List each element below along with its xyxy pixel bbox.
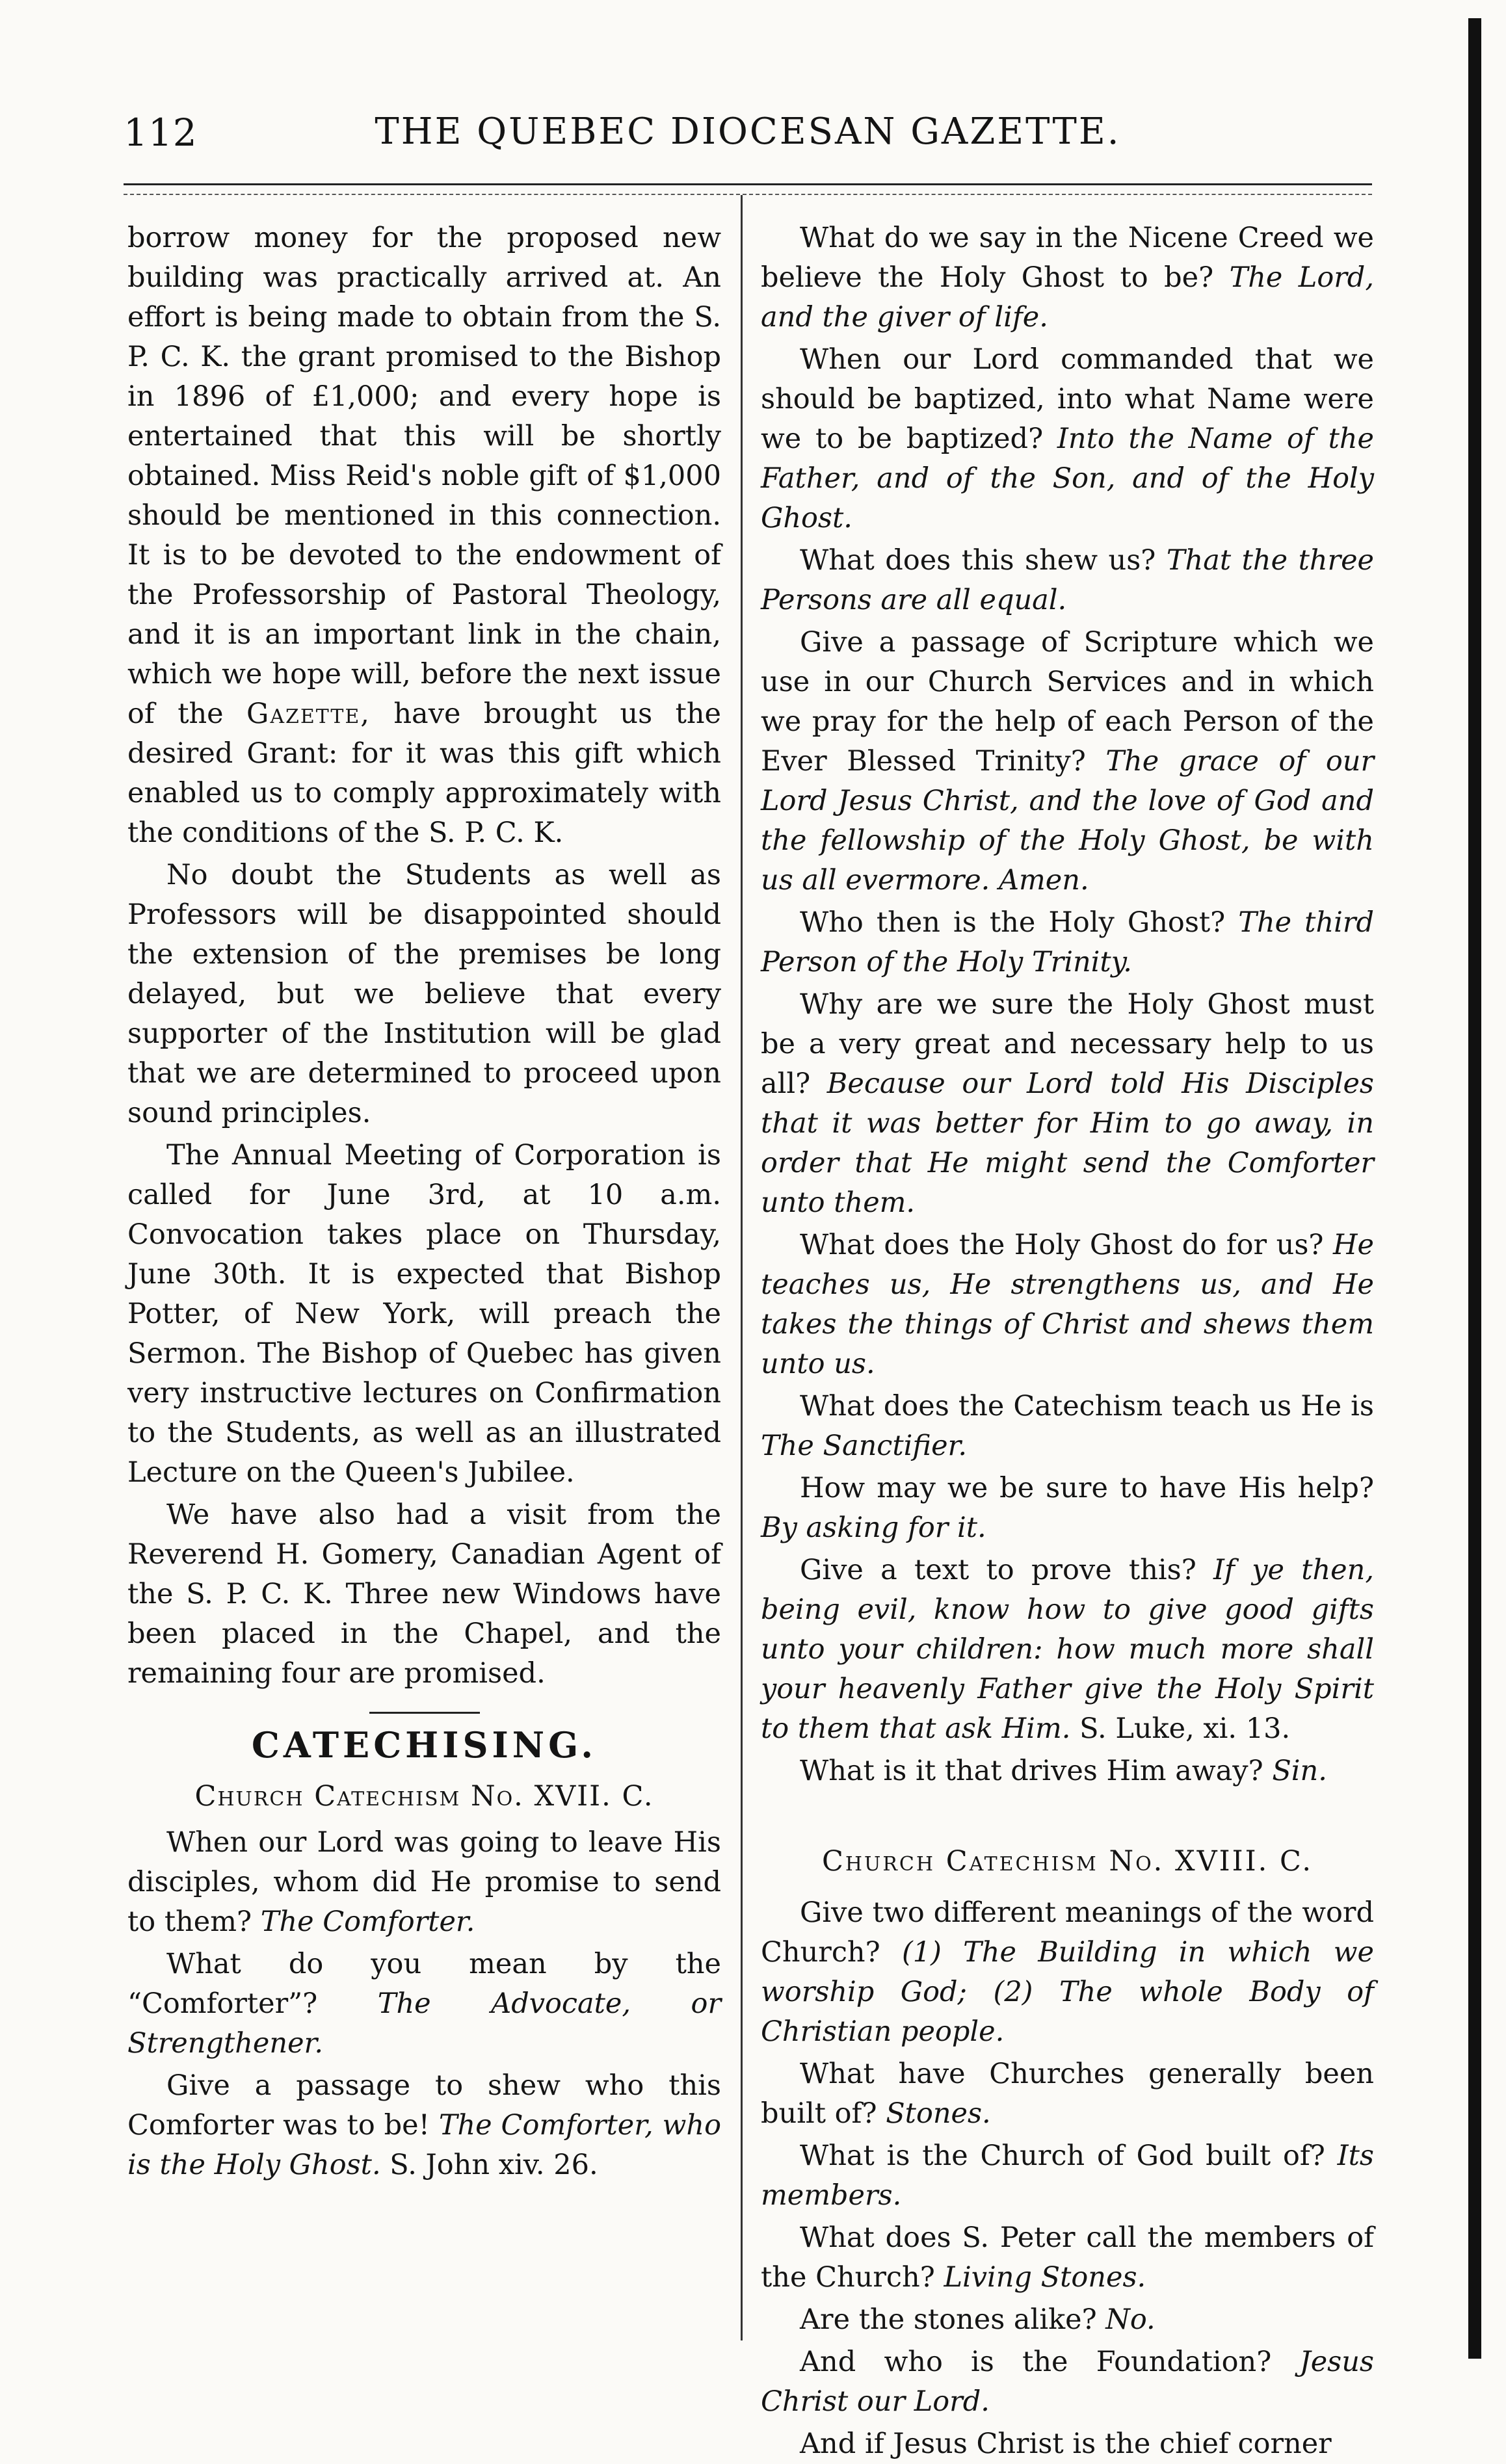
answer: Living Stones. xyxy=(944,2261,1146,2294)
header-rule xyxy=(124,183,1372,185)
qa-item xyxy=(761,541,1374,620)
scripture-reference: S. Luke, xi. 13. xyxy=(1079,1712,1291,1745)
column-divider xyxy=(741,195,743,2340)
scripture-reference: S. John xiv. 26. xyxy=(390,2149,598,2181)
question: Why are we sure the Holy Ghost must be a very great and necessary help to us all? xyxy=(761,988,1374,1100)
paragraph: And if Jesus Christ is the chief corner xyxy=(800,2428,1332,2460)
section-title: CATECHISING. xyxy=(251,1724,598,1766)
qa-item xyxy=(761,1225,1374,1384)
answer: The third Person of the Holy Trinity. xyxy=(761,906,1374,978)
answer: Stones. xyxy=(886,2097,991,2130)
question: Give a text to prove this? xyxy=(800,1554,1196,1586)
question: What does the Catechism teach us He is xyxy=(800,1390,1374,1422)
qa-item xyxy=(761,1893,1374,2052)
question: What do you mean by the “Comforter”? xyxy=(127,1948,721,2020)
answer: Jesus Christ our Lord. xyxy=(761,2346,1374,2418)
question: What do we say in the Nicene Creed we believe the Holy Ghost to be? xyxy=(761,222,1374,294)
scan-edge-bar xyxy=(1468,18,1481,2359)
question: Who then is the Holy Ghost? xyxy=(800,906,1226,939)
catechism-heading: Church Catechism No. XVIII. C. xyxy=(821,1845,1313,1878)
answer: That the three Persons are all equal. xyxy=(761,544,1374,616)
qa-item xyxy=(761,903,1374,982)
qa-item xyxy=(127,2066,721,2185)
answer: No. xyxy=(1105,2303,1156,2336)
question: How may we be sure to have His help? xyxy=(800,1472,1374,1504)
right-column xyxy=(761,218,1374,2464)
qa-item xyxy=(761,2300,1374,2340)
answer: The grace of our Lord Jesus Christ, and the love of God and the fellowship of the Holy Ghost, be with us all evermore. Amen. xyxy=(761,745,1374,897)
question: What does this shew us? xyxy=(800,544,1156,577)
qa-item xyxy=(761,1469,1374,1548)
question: Give two different meanings of the word Church? xyxy=(761,1896,1374,1969)
qa-item xyxy=(761,1551,1374,1749)
answer: The Comforter, who is the Holy Ghost. xyxy=(127,2109,722,2181)
paragraph: We have also had a visit from the Reverend H. Gomery, Canadian Agent of the S. P. C. K. Three new Windows have been placed in the Chapel, and the remaining four are promised. xyxy=(127,1499,721,1690)
question: What is it that drives Him away? xyxy=(800,1755,1263,1787)
answer: By asking for it. xyxy=(761,1512,986,1544)
qa-item xyxy=(761,1751,1374,1791)
question: When our Lord was going to leave His disciples, whom did He promise to send to them? xyxy=(127,1826,721,1938)
catechism-heading: Church Catechism No. XVII. C. xyxy=(194,1780,654,1813)
qa-item xyxy=(761,623,1374,900)
question: Give a passage of Scripture which we use in our Church Services and in which we pray for the help of each Person of the Ever Blessed Trinity? xyxy=(761,626,1374,778)
answer: The Advocate, or Strengthener. xyxy=(127,1987,721,2060)
answer: He teaches us, He strengthens us, and He takes the things of Christ and shews them unto us. xyxy=(761,1229,1374,1380)
question: And who is the Foundation? xyxy=(800,2346,1272,2378)
question: Are the stones alike? xyxy=(800,2303,1097,2336)
running-title: THE QUEBEC DIOCESAN GAZETTE. xyxy=(375,111,1121,153)
page-number: 112 xyxy=(124,111,198,155)
qa-item xyxy=(761,2136,1374,2216)
answer: Sin. xyxy=(1272,1755,1327,1787)
question: What is the Church of God built of? xyxy=(800,2140,1325,2172)
answer: If ye then, being evil, know how to give good gifts unto your children: how much more shall your heavenly Father give the Holy Spirit to them that ask Him. xyxy=(761,1554,1374,1745)
qa-item xyxy=(127,1945,721,2064)
paragraph: No doubt the Students as well as Professors will be disappointed should the extension of the premises be long delayed, but we believe that every supporter of the Institution will be glad that we are determined to proceed upon sound principles. xyxy=(127,859,721,1129)
section-divider xyxy=(369,1712,480,1714)
qa-item xyxy=(761,340,1374,538)
question: What does the Holy Ghost do for us? xyxy=(800,1229,1324,1261)
page-header xyxy=(124,111,1372,169)
qa-item xyxy=(761,985,1374,1223)
header-rule-dashed xyxy=(124,194,1372,195)
qa-item xyxy=(761,218,1374,337)
answer: The Lord, and the giver of life. xyxy=(761,261,1375,334)
answer: The Comforter. xyxy=(260,1906,475,1938)
paragraph: borrow money for the proposed new building was practically arrived at. An effort is being made to obtain from the S. P. C. K. the grant promised to the Bishop in 1896 of £1,000; and every hope is entertained that this will be shortly obtained. Miss Reid's noble gift of $1,000 should be mentioned in this connection. It is to be devoted to the endowment of the Professorship of Pastoral Theology, and it is an important link in the chain, which we hope will, before the next issue of the Gazette, have brought us the desired Grant: for it was this gift which enabled us to comply approximately with the conditions of the S. P. C. K. xyxy=(127,222,721,849)
question: Give a passage to shew who this Comforter was to be! xyxy=(127,2069,721,2142)
paragraph: The Annual Meeting of Corporation is called for June 3rd, at 10 a.m. Convocation takes place on Thursday, June 30th. It is expected that Bishop Potter, of New York, will preach the Sermon. The Bishop of Quebec has given very instructive lectures on Confirmation to the Students, as well as an illustrated Lecture on the Queen's Jubilee. xyxy=(127,1139,721,1489)
qa-item xyxy=(761,2054,1374,2134)
question: What have Churches generally been built of? xyxy=(761,2058,1374,2130)
question: When our Lord commanded that we should be baptized, into what Name were we to be baptized? xyxy=(761,343,1374,455)
answer: Into the Name of the Father, and of the Son, and of the Holy Ghost. xyxy=(761,423,1374,534)
left-column xyxy=(127,218,721,2185)
qa-item xyxy=(127,1823,721,1942)
qa-item xyxy=(761,2342,1374,2422)
question: What does S. Peter call the members of the Church? xyxy=(761,2222,1374,2294)
qa-item xyxy=(761,1387,1374,1466)
qa-item xyxy=(761,2218,1374,2298)
answer: (1) The Building in which we worship God; (2) The whole Body of Christian people. xyxy=(761,1936,1374,2048)
answer: Because our Lord told His Disciples that it was better for Him to go away, in order that He might send the Comforter unto them. xyxy=(761,1068,1374,1219)
answer: Its members. xyxy=(761,2140,1374,2212)
answer: The Sanctifier. xyxy=(761,1430,968,1462)
